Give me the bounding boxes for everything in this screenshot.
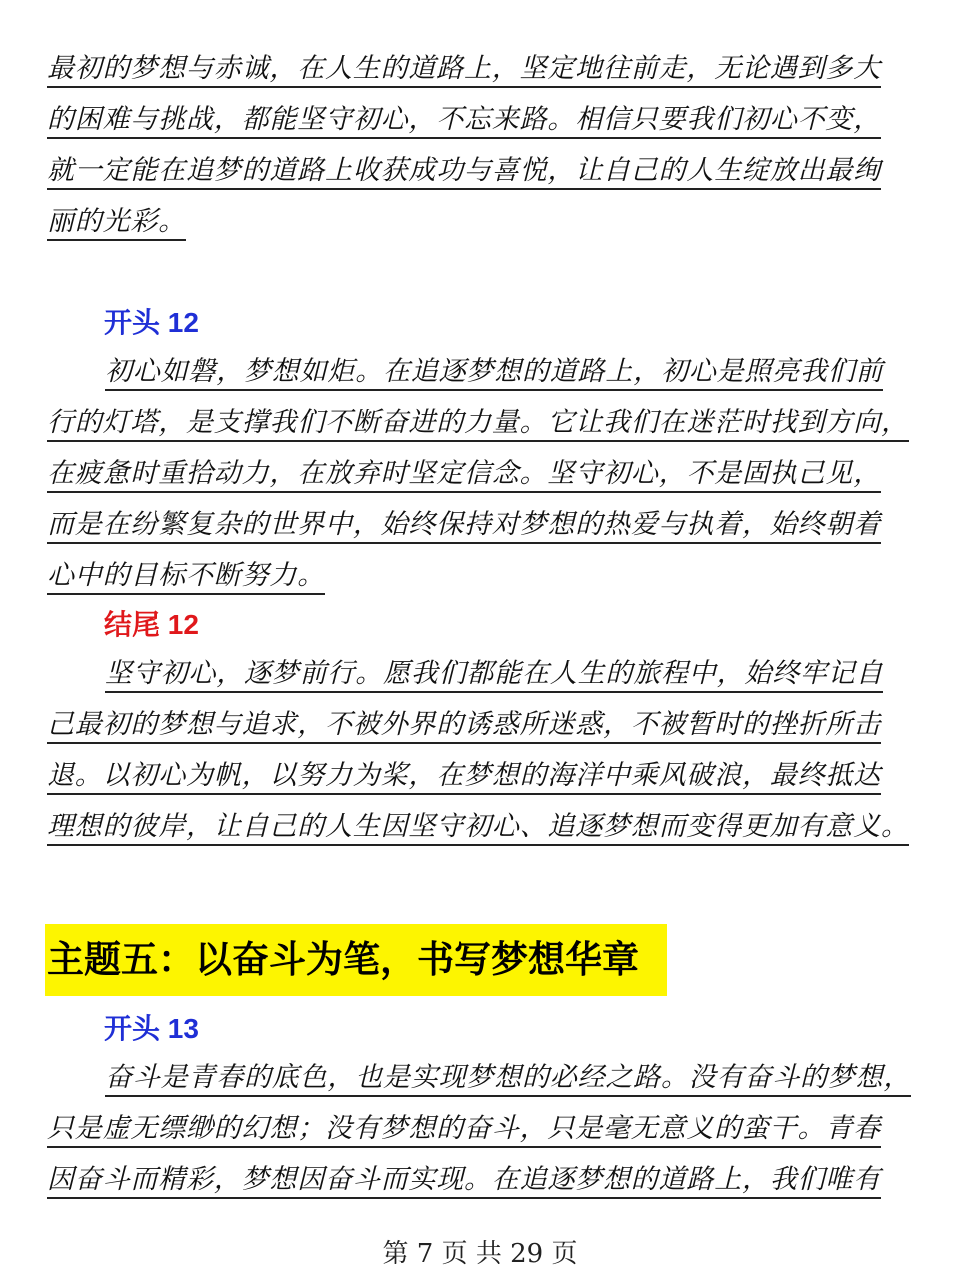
opening-13-paragraph (47, 1052, 915, 1205)
paragraph-line: 丽的光彩。 (47, 196, 915, 247)
paragraph-line: 奋斗是青春的底色，也是实现梦想的必经之路。没有奋斗的梦想， (47, 1052, 915, 1103)
paragraph-line: 而是在纷繁复杂的世界中，始终保持对梦想的热爱与执着，始终朝着 (47, 499, 915, 550)
paragraph-line: 心中的目标不断努力。 (47, 550, 915, 601)
paragraph-line: 因奋斗而精彩，梦想因奋斗而实现。在追逐梦想的道路上，我们唯有 (47, 1154, 915, 1205)
paragraph-line: 初心如磐，梦想如炬。在追逐梦想的道路上，初心是照亮我们前 (47, 346, 915, 397)
ending-12-paragraph (47, 648, 915, 852)
opening-12-paragraph (47, 346, 915, 601)
ending-12-label: 结尾 12 (104, 609, 199, 640)
paragraph-line: 只是虚无缥缈的幻想；没有梦想的奋斗，只是毫无意义的蛮干。青春 (47, 1103, 915, 1154)
paragraph-top (47, 43, 915, 247)
paragraph-line: 最初的梦想与赤诚，在人生的道路上，坚定地往前走，无论遇到多大 (47, 43, 915, 94)
paragraph-line: 己最初的梦想与追求，不被外界的诱惑所迷惑，不被暂时的挫折所击 (47, 699, 915, 750)
opening-12-label: 开头 12 (104, 307, 199, 338)
paragraph-line: 在疲惫时重拾动力，在放弃时坚定信念。坚守初心，不是固执己见， (47, 448, 915, 499)
paragraph-line: 坚守初心，逐梦前行。愿我们都能在人生的旅程中，始终牢记自 (47, 648, 915, 699)
paragraph-line: 就一定能在追梦的道路上收获成功与喜悦，让自己的人生绽放出最绚 (47, 145, 915, 196)
paragraph-line: 行的灯塔，是支撑我们不断奋进的力量。它让我们在迷茫时找到方向， (47, 397, 915, 448)
paragraph-line: 的困难与挑战，都能坚守初心，不忘来路。相信只要我们初心不变， (47, 94, 915, 145)
paragraph-line: 退。以初心为帆，以努力为桨，在梦想的海洋中乘风破浪，最终抵达 (47, 750, 915, 801)
paragraph-line: 理想的彼岸，让自己的人生因坚守初心、追逐梦想而变得更加有意义。 (47, 801, 915, 852)
opening-13-label: 开头 13 (104, 1013, 199, 1044)
page-number-footer: 第 7 页 共 29 页 (382, 1239, 578, 1269)
theme-heading: 主题五：以奋斗为笔，书写梦想华章 (45, 924, 667, 996)
